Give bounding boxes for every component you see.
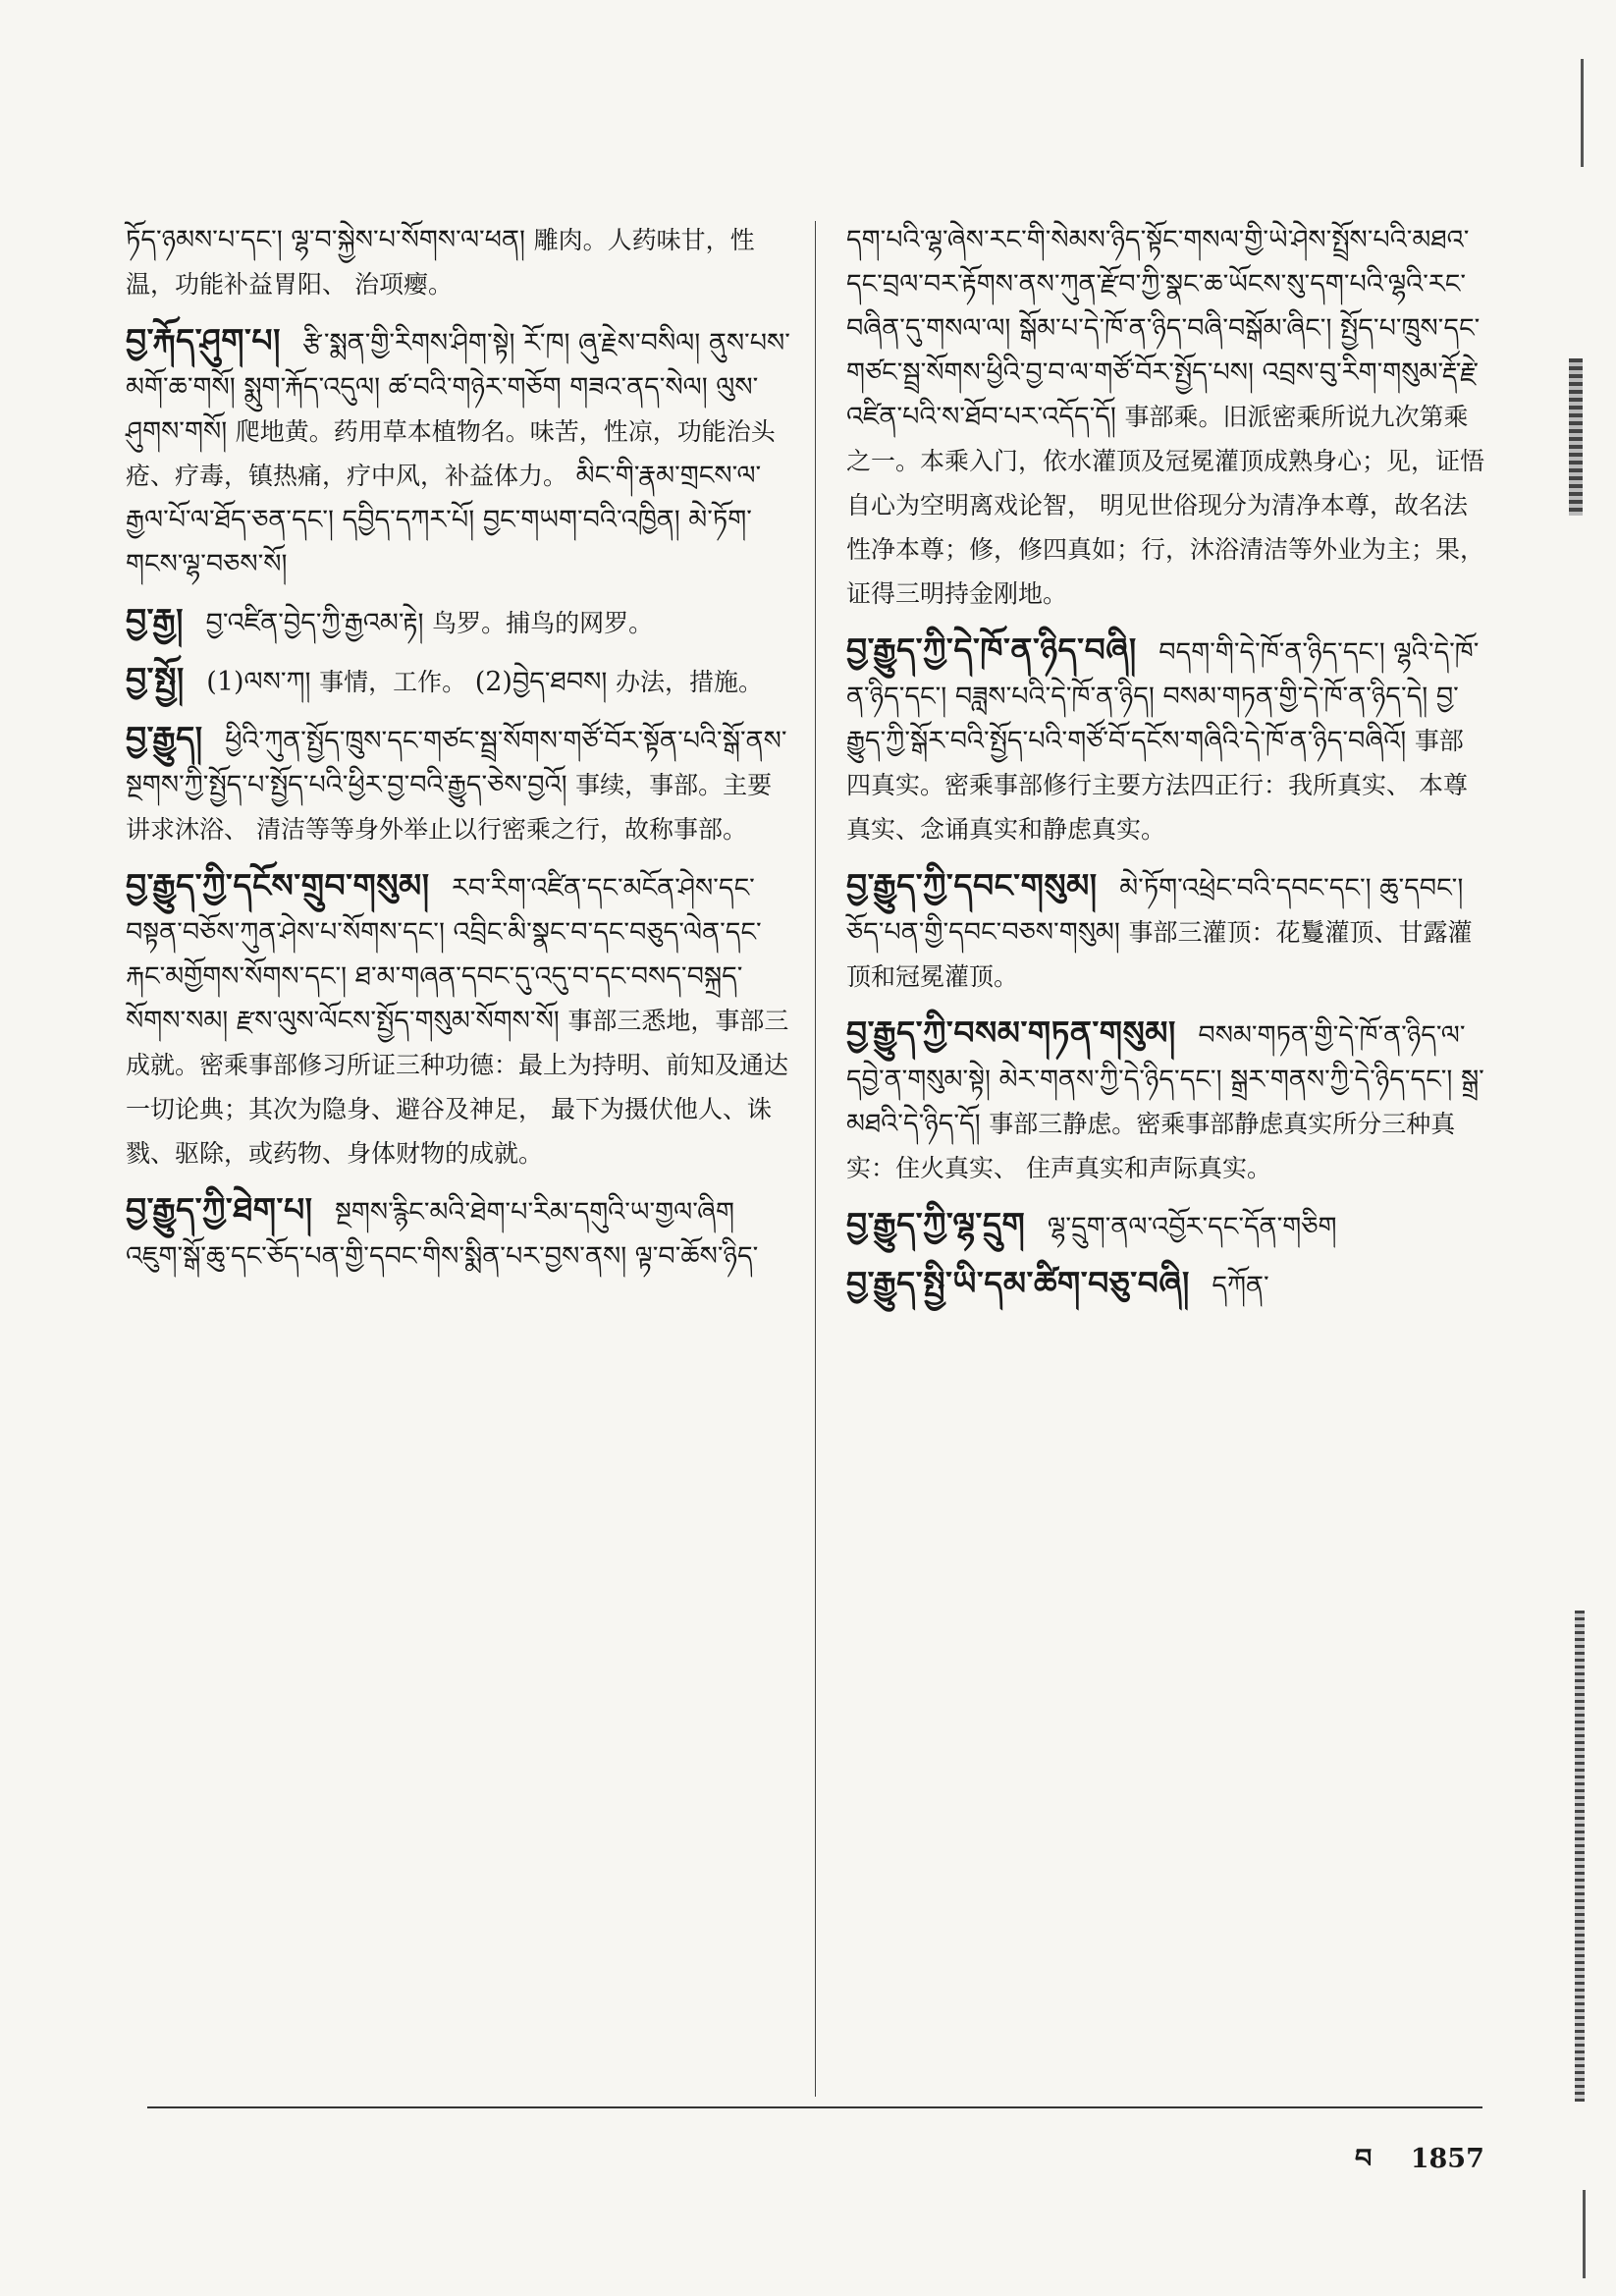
entry-tibetan: དཀོན་ — [1212, 1271, 1269, 1301]
entry-chinese: 事情，工作。 — [319, 668, 467, 696]
entry-headword: བྱ་རྒྱུད་ཀྱི་བསམ་གཏན་གསུམ། — [846, 1013, 1176, 1052]
dictionary-entry — [126, 598, 793, 645]
entry-tibetan: བྱ་འཛིན་བྱེད་ཀྱི་རྒྱའམ་རྟེ། — [205, 608, 424, 638]
entry-chinese: 事部三静虑。密乘事部静虑真实所分三种真实：住火真实、 住声真实和声际真实。 — [846, 1110, 1456, 1182]
entry-headword: བྱ་རྒྱུད་ཀྱི་དངོས་གྲུབ་གསུམ། — [126, 866, 430, 904]
entry-tibetan: བདག་གི་དེ་ཁོ་ན་ཉིད་དང་། ལྷའི་དེ་ཁོ་ན་ཉིད་དང་། བཟླས་པའི་དེ་ཁོ་ན་ཉིད། བསམ་གཏན་གྱི་དེ་ཁོ་ན་ཉིད་དེ། བྱ་རྒྱུད་ཀྱི་སྒོར་བའི་སྤྱོད་པའི་གཙོ་བོ་དངོས་གཞིའི་དེ་ཁོ་ན་ཉིད་བཞིའོ། — [846, 637, 1480, 756]
entry-tibetan: ཕྱིའི་ཀུན་སྤྱོད་ཁྲུས་དང་གཙང་སྦྲ་སོགས་གཙོ་བོར་སྟོན་པའི་སྒོ་ནས་སྔགས་ཀྱི་སྤྱོད་པ་སྤྱོད་པའི་ཕྱིར་བྱ་བའི་རྒྱུད་ཅེས་བྱའོ། — [126, 726, 787, 800]
entry-headword: བྱ་རྒྱུད་ཀྱི་ལྷ་དྲུག — [846, 1205, 1026, 1243]
entry-tibetan: ལྷ་དྲུག་ནལ་འབྱོར་དང་དོན་གཅིག — [1047, 1212, 1337, 1242]
entry-tibetan: རབ་རིག་འཛིན་དང་མངོན་ཤེས་དང་བསྟན་བཅོས་ཀུན་ཤེས་པ་སོགས་དང་། འབྲིང་མི་སྣང་བ་དང་བཅུད་ལེན་དང་རྐང་མགྱོགས་སོགས་དང་། ཐ་མ་གཞན་དབང་དུ་འདུ་བ་དང་བསད་བསྐྲད་སོགས་སམ། རྫས་ལུས་ལོངས་སྤྱོད་གསུམ་སོགས་སོ། — [126, 873, 762, 1036]
entry-chinese-sense-2: 办法，措施。 — [616, 668, 764, 696]
dictionary-entry — [126, 218, 793, 306]
dictionary-entry — [126, 657, 793, 704]
entry-tibetan: ཏོད་ཉམས་པ་དང་། ལྷ་བ་སྐྱེས་པ་སོགས་ལ་ཕན། — [126, 225, 525, 255]
entry-headword: བྱ་རྒྱུད། — [126, 719, 203, 757]
entry-headword: བྱ་རྒྱུད་ཀྱི་དེ་ཁོ་ན་ཉིད་བཞི། — [846, 630, 1137, 669]
entry-tibetan: རྩི་སྨན་གྱི་རིགས་ཤིག་སྟེ། རོ་ཁ། ཞུ་རྗེས་བསིལ། ནུས་པས་མགོ་ཆ་གསོ། སྨུག་རྐོད་འདུལ། ཚ་བའི་གཉེར་གཅོག གཟའ་ནད་སེལ། ལུས་ཤུགས་གསོ། — [126, 328, 790, 447]
dictionary-entry — [846, 1011, 1486, 1190]
dictionary-entry — [846, 218, 1486, 616]
entry-tibetan: སྔགས་རྙིང་མའི་ཐེག་པ་རིམ་དགུའི་ཡ་གྱལ་ཞིག འཇུག་སྒོ་ཆུ་དང་ཅོད་པན་གྱི་དབང་གིས་སྨིན་པར་བྱས་ནས། ལྟ་བ་ཆོས་ཉིད་ — [126, 1197, 759, 1272]
entry-headword: བྱ་རྒྱ། — [126, 601, 184, 639]
entry-chinese: 事续，事部。主要讲求沐浴、 清洁等等身外举止以行密乘之行，故称事部。 — [126, 771, 773, 844]
column-divider — [815, 221, 816, 2097]
entry-headword: བྱ་རྒྱུད་ཀྱི་དབང་གསུམ། — [846, 866, 1098, 904]
binding-mark — [1575, 1611, 1585, 2102]
entry-chinese: 事部四真实。密乘事部修行主要方法四正行：我所真实、 本尊真实、念诵真实和静虑真实。 — [846, 727, 1468, 844]
dictionary-entry — [126, 863, 793, 1175]
entry-tibetan: དག་པའི་ལྷ་ཞེས་རང་གི་སེམས་ཉིད་སྟོང་གསལ་གྱི་ཡེ་ཤེས་སྤྲོས་པའི་མཐའ་དང་བྲལ་བར་རྟོགས་ནས་ཀུན་རྫོབ་ཀྱི་སྣང་ཆ་ཡོངས་སུ་དག་པའི་ལྷའི་རང་བཞིན་དུ་གསལ་ལ། སྒོམ་པ་དེ་ཁོ་ན་ཉིད་བཞི་བསྒོམ་ཞིང་། སྤྱོད་པ་ཁྲུས་དང་གཙང་སྦྲ་སོགས་ཕྱིའི་བྱ་བ་ལ་གཙོ་བོར་སྤྱོད་པས། འབྲས་བུ་རིག་གསུམ་རྡོ་རྗེ་འཛིན་པའི་ས་ཐོབ་པར་འདོད་དོ། — [846, 225, 1481, 432]
dictionary-entry — [846, 628, 1486, 851]
entry-tibetan: མེ་ཏོག་འཕྲེང་བའི་དབང་དང་། ཆུ་དབང་། ཅོད་པན་གྱི་དབང་བཅས་གསུམ། — [846, 873, 1464, 948]
entry-tibetan: (1)ལས་ཀ། — [206, 667, 311, 697]
entry-headword: བྱ་སྤྱོ། — [126, 660, 185, 698]
right-column — [846, 218, 1486, 1320]
entry-chinese: 鸟罗。捕鸟的网罗。 — [432, 609, 654, 637]
entry-chinese: 事部三灌顶：花鬘灌顶、甘露灌顶和冠冕灌顶。 — [846, 918, 1473, 991]
entry-chinese: 事部乘。旧派密乘所说九次第乘之一。本乘入门，依水灌顶及冠冕灌顶成熟身心；见，证悟自心为空明离戏论智， 明见世俗现分为清净本尊，故名法性净本尊；修，修四真如；行，沐浴清洁等外业为主；果， 证得三明持金刚地。 — [846, 403, 1485, 608]
left-column — [126, 218, 793, 1290]
entry-chinese: 爬地黄。药用草本植物名。味苦，性凉，功能治头疮、疗毒，镇热痛，疗中风，补益体力。 — [126, 417, 776, 490]
entry-chinese: 雕肉。人药味甘，性温，功能补益胃阳、 治项瘿。 — [126, 226, 755, 299]
entry-chinese: 事部三悉地，事部三成就。密乘事部修习所证三种功德：最上为持明、前知及通达一切论典；其次为隐身、避谷及神足， 最下为摄伏他人、诛戮、驱除，或药物、身体财物的成就。 — [126, 1007, 789, 1168]
entry-headword: བྱ་རྐོད་ཤུག་པ། — [126, 321, 281, 359]
dictionary-entry — [126, 716, 793, 851]
page-number: 1857 — [1410, 2144, 1484, 2174]
entry-tibetan-synonyms: མིང་གི་རྣམ་གྲངས་ལ་རྒྱལ་པོ་ལ་ཐོད་ཅན་དང་། དབྱིད་དཀར་པོ། བྱང་གཡག་བའི་འཁྱིན། མེ་ཏོག་གངས་ལྷ་བཅས་སོ། — [126, 461, 762, 579]
binding-mark — [1569, 358, 1583, 516]
entry-headword: བྱ་རྒྱུད་སྤྱི་ཡི་དམ་ཚིག་བཅུ་བཞི། — [846, 1264, 1190, 1302]
page-footer — [1355, 2129, 1484, 2204]
section-letter: བ — [1355, 2144, 1373, 2174]
dictionary-entry — [126, 1187, 793, 1279]
dictionary-entry — [846, 863, 1486, 999]
footer-rule — [147, 2106, 1482, 2108]
dictionary-entry — [126, 318, 793, 586]
entry-tibetan-sense-2: (2)བྱེད་ཐབས། — [474, 667, 608, 697]
dictionary-entry — [846, 1202, 1486, 1249]
entry-headword: བྱ་རྒྱུད་ཀྱི་ཐེག་པ། — [126, 1190, 313, 1229]
entry-tibetan: བསམ་གཏན་གྱི་དེ་ཁོ་ན་ཉིད་ལ་དབྱེ་ན་གསུམ་སྟེ། མེར་གནས་ཀྱི་དེ་ཉིད་དང་། སྒྲར་གནས་ཀྱི་དེ་ཉིད་དང་། སྒྲ་མཐའི་དེ་ཉིད་དོ། — [846, 1020, 1484, 1139]
binding-mark — [1583, 2190, 1586, 2278]
dictionary-entry — [846, 1261, 1486, 1308]
binding-mark — [1581, 59, 1584, 167]
